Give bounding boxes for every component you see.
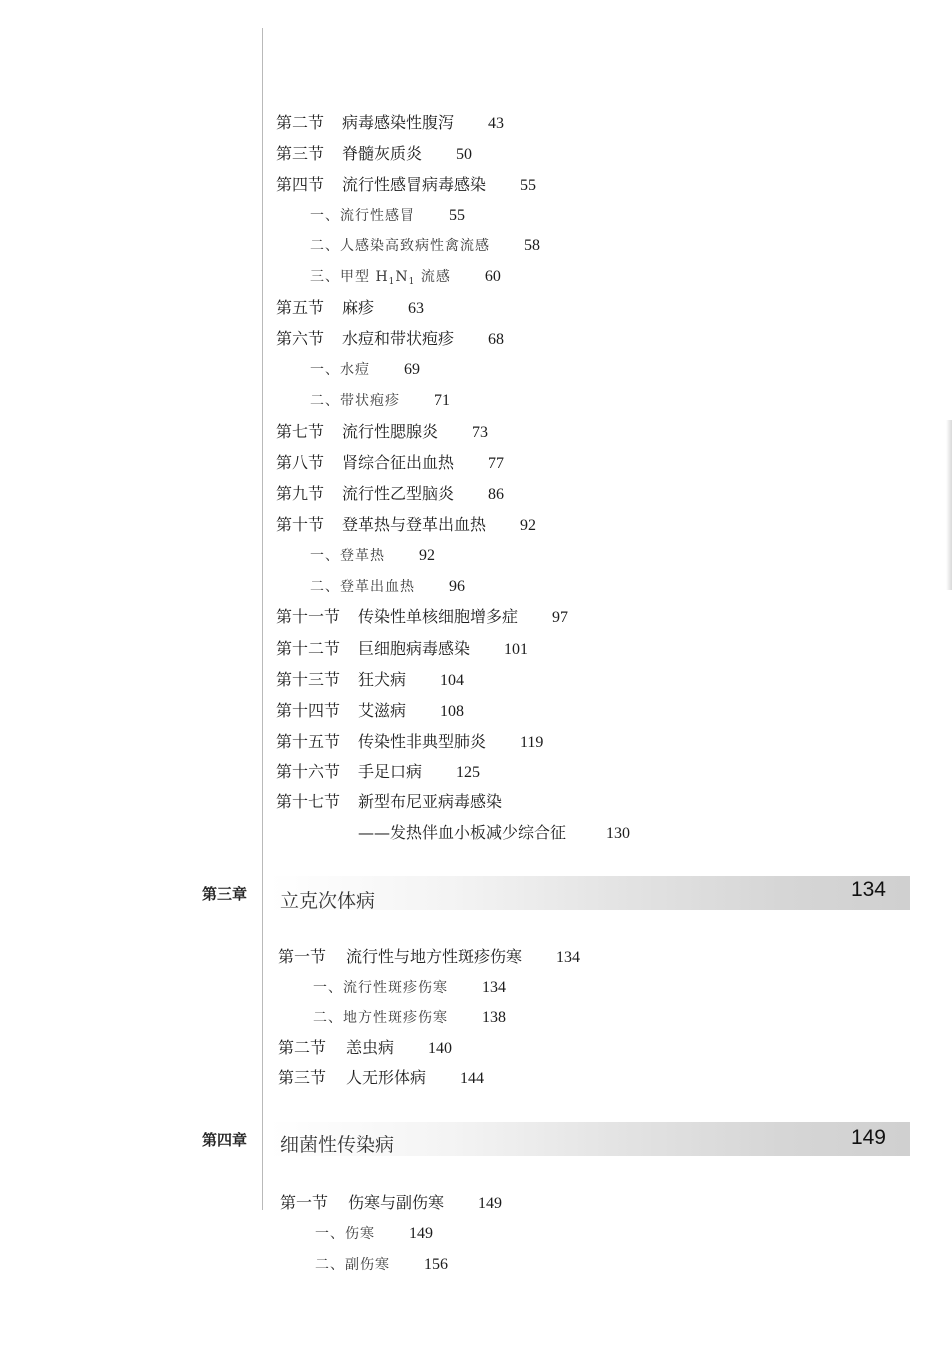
subsection-title: 登革热	[340, 548, 385, 564]
page-number: 60	[484, 268, 501, 285]
page-number: 77	[488, 455, 505, 472]
section-number: 第十节	[276, 515, 325, 534]
subsection-title: 登革出血热	[340, 579, 415, 595]
toc-entry[interactable]	[276, 113, 504, 134]
page-number: 134	[482, 979, 506, 996]
page-number: 97	[552, 609, 569, 626]
page-number: 119	[520, 734, 544, 751]
toc-entry[interactable]	[276, 484, 504, 505]
page-number: 130	[606, 825, 631, 842]
subsection-number: 二、	[310, 393, 340, 409]
page-number: 101	[504, 641, 529, 658]
toc-subentry[interactable]	[310, 206, 465, 226]
subsection-number: 一、	[310, 362, 340, 378]
subsection-title: 地方性斑疹伤寒	[343, 1010, 448, 1026]
page-number: 55	[520, 177, 537, 194]
subsection-title: 流行性斑疹伤寒	[343, 980, 448, 996]
toc-entry[interactable]	[276, 515, 536, 536]
subsection-title: 副伤寒	[345, 1257, 390, 1273]
page-number: 96	[449, 578, 465, 595]
section-title: 登革热与登革出血热	[342, 515, 487, 534]
page-number: 149	[478, 1195, 503, 1212]
toc-entry[interactable]	[276, 175, 536, 196]
section-number: 第一节	[278, 947, 327, 966]
page-number: 55	[449, 207, 465, 224]
section-number: 第七节	[276, 422, 325, 441]
section-title: 伤寒与副伤寒	[348, 1193, 445, 1212]
page-number: 71	[434, 392, 450, 409]
subsection-title: 伤寒	[345, 1226, 375, 1242]
subsection-number: 二、	[315, 1257, 345, 1273]
page-number: 156	[424, 1256, 448, 1273]
chapter-page-number: 149	[850, 1126, 886, 1149]
section-title: 流行性感冒病毒感染	[342, 175, 487, 194]
toc-subentry[interactable]	[315, 1255, 448, 1275]
section-title: 恙虫病	[346, 1038, 395, 1057]
chapter-title[interactable]: 细菌性传染病	[280, 1134, 395, 1156]
section-title: 水痘和带状疱疹	[342, 329, 455, 348]
section-title: 狂犬病	[358, 670, 407, 689]
subsection-title: 水痘	[340, 362, 370, 378]
section-number: 第三节	[276, 144, 325, 163]
page-number: 149	[409, 1225, 433, 1242]
subsection-number: 二、	[310, 579, 340, 595]
toc-entry[interactable]	[280, 1193, 502, 1214]
section-number: 第十一节	[276, 607, 341, 626]
subsection-number: 二、	[310, 238, 340, 254]
section-number: 第九节	[276, 484, 325, 503]
section-title: 流行性乙型脑炎	[342, 484, 455, 503]
section-number: 第四节	[276, 175, 325, 194]
toc-entry[interactable]	[278, 1068, 484, 1089]
subsection-number: 一、	[313, 980, 343, 996]
subsection-number: 一、	[310, 548, 340, 564]
section-title: 流行性腮腺炎	[342, 422, 439, 441]
section-title: 新型布尼亚病毒感染	[358, 792, 503, 811]
section-title: 麻疹	[342, 298, 375, 317]
page-number: 92	[419, 547, 435, 564]
toc-entry[interactable]	[276, 607, 568, 628]
subsection-title	[340, 267, 451, 292]
toc-entry[interactable]	[276, 701, 464, 722]
section-title: 传染性单核细胞增多症	[358, 607, 519, 626]
section-subtitle: ——发热伴血小板减少综合征	[358, 823, 567, 842]
subsection-number: 二、	[313, 1010, 343, 1026]
subsection-title: 流行性感冒	[340, 208, 415, 224]
subscript: 1	[408, 277, 416, 287]
section-title: 传染性非典型肺炎	[358, 732, 487, 751]
page-number: 69	[404, 361, 420, 378]
section-number: 第五节	[276, 298, 325, 317]
section-number: 第二节	[278, 1038, 327, 1057]
page-number: 63	[408, 300, 425, 317]
toc-entry[interactable]	[278, 947, 580, 968]
toc-subentry[interactable]	[310, 267, 501, 292]
toc-entry[interactable]	[276, 639, 528, 660]
chapter-label: 第三章	[202, 885, 248, 903]
section-number: 第十三节	[276, 670, 341, 689]
page-number: 134	[556, 949, 581, 966]
section-number: 第十四节	[276, 701, 341, 720]
toc-subentry[interactable]	[310, 391, 450, 411]
section-number: 第二节	[276, 113, 325, 132]
subsection-number: 三、	[310, 269, 340, 285]
toc-subentry[interactable]	[313, 978, 506, 998]
section-number: 第一节	[280, 1193, 329, 1212]
section-number: 第十二节	[276, 639, 341, 658]
section-title: 人无形体病	[346, 1068, 427, 1087]
toc-entry[interactable]	[278, 1038, 452, 1059]
toc-subentry[interactable]	[315, 1224, 433, 1244]
subsection-title: 人感染高致病性禽流感	[340, 238, 490, 254]
page-number: 138	[482, 1009, 506, 1026]
section-title: 脊髓灰质炎	[342, 144, 423, 163]
toc-subentry[interactable]	[310, 360, 420, 380]
chapter-label: 第四章	[202, 1131, 248, 1149]
page-number: 58	[524, 237, 540, 254]
toc-subentry[interactable]	[310, 546, 435, 566]
margin-rule	[262, 28, 263, 1210]
page-number: 104	[440, 672, 465, 689]
toc-subentry[interactable]	[313, 1008, 506, 1028]
toc-entry[interactable]	[276, 298, 424, 319]
title-mid: N	[395, 269, 409, 285]
page-number: 140	[428, 1040, 453, 1057]
section-number: 第八节	[276, 453, 325, 472]
subsection-number: 一、	[310, 208, 340, 224]
page-number: 50	[456, 146, 473, 163]
section-number: 第十五节	[276, 732, 341, 751]
page-number: 68	[488, 331, 505, 348]
toc-entry[interactable]	[276, 762, 480, 783]
toc-entry[interactable]	[276, 329, 504, 350]
page-number: 73	[472, 424, 489, 441]
toc-subentry[interactable]	[310, 236, 540, 256]
section-title: 流行性与地方性斑疹伤寒	[346, 947, 523, 966]
page-number: 144	[460, 1070, 485, 1087]
toc-entry[interactable]	[276, 453, 504, 474]
chapter-page-number: 134	[850, 878, 886, 901]
section-title: 艾滋病	[358, 701, 407, 720]
toc-entry[interactable]	[276, 732, 543, 753]
title-prefix: 甲型 H	[340, 269, 389, 285]
page-edge-shadow	[946, 420, 952, 590]
section-title: 手足口病	[358, 762, 423, 781]
page-number: 86	[488, 486, 505, 503]
subsection-title: 带状疱疹	[340, 393, 400, 409]
subscript: 1	[388, 277, 396, 287]
page-number: 92	[520, 517, 537, 534]
toc-entry[interactable]	[276, 144, 472, 165]
page-number: 125	[456, 764, 481, 781]
section-title: 病毒感染性腹泻	[342, 113, 455, 132]
toc-subentry[interactable]	[310, 577, 465, 597]
toc-entry[interactable]	[276, 422, 488, 443]
title-suffix: 流感	[415, 269, 451, 285]
subsection-number: 一、	[315, 1226, 345, 1242]
section-number: 第六节	[276, 329, 325, 348]
page-number: 43	[488, 115, 505, 132]
section-number: 第三节	[278, 1068, 327, 1087]
section-title: 巨细胞病毒感染	[358, 639, 471, 658]
toc-entry[interactable]	[276, 792, 502, 812]
page-number: 108	[440, 703, 465, 720]
toc-entry[interactable]	[276, 670, 464, 691]
section-title: 肾综合征出血热	[342, 453, 455, 472]
chapter-title[interactable]: 立克次体病	[280, 890, 376, 912]
toc-entry-continuation[interactable]	[358, 823, 630, 844]
section-number: 第十六节	[276, 762, 341, 781]
section-number: 第十七节	[276, 792, 341, 811]
